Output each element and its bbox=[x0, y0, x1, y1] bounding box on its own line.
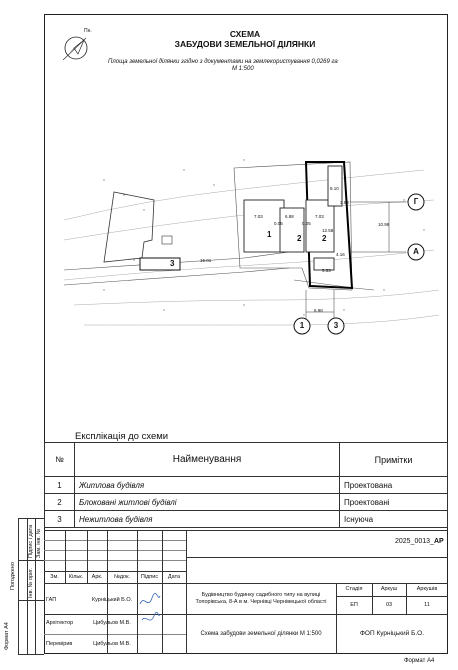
dim-label: 12.58 bbox=[322, 228, 334, 233]
doc-code bbox=[395, 538, 444, 545]
rev-header: №док. bbox=[113, 573, 131, 580]
dim-label: 4.16 bbox=[336, 252, 345, 257]
dim-label: 6.98 bbox=[314, 308, 323, 313]
dim-label: 10.98 bbox=[378, 222, 390, 227]
building-label-2b: 2 bbox=[322, 234, 327, 243]
format-label: Формат А4 bbox=[404, 658, 435, 664]
sheet-title: Схема забудови земельної ділянки М 1:500 bbox=[200, 630, 322, 637]
role-architect: Архітектор bbox=[46, 619, 74, 626]
dim-label: 0.05 bbox=[274, 221, 283, 226]
dim-label: 7.03 bbox=[254, 214, 263, 219]
header-num: № bbox=[45, 443, 75, 477]
table-header-row bbox=[45, 443, 448, 477]
dim-label: 15.01 bbox=[200, 258, 212, 263]
role-gap: ГАП bbox=[46, 596, 57, 603]
doc-code-suffix: АР bbox=[433, 538, 444, 545]
explication-caption: Експлікація до схеми bbox=[75, 431, 169, 442]
title-line-2: ЗАБУДОВИ ЗЕМЕЛЬНОЇ ДІЛЯНКИ bbox=[174, 39, 316, 49]
row-name: Житлова будівля bbox=[75, 477, 340, 494]
north-label: Пн. bbox=[84, 28, 92, 34]
axis-label-a: А bbox=[413, 247, 419, 256]
rev-header: Дата bbox=[167, 573, 181, 580]
side-label-inv: Інв. № ориг. bbox=[28, 567, 34, 598]
row-num: 1 bbox=[45, 477, 75, 494]
building-label-2a: 2 bbox=[297, 234, 302, 243]
row-note: Існуюча bbox=[340, 511, 448, 528]
header-note: Примітки bbox=[340, 443, 448, 477]
table-row bbox=[45, 511, 448, 528]
rev-header: Зм. bbox=[50, 573, 59, 580]
dim-label: 6.88 bbox=[285, 214, 294, 219]
signature-icon bbox=[138, 590, 162, 630]
table-row bbox=[45, 477, 448, 494]
side-label-agreed: Погоджено bbox=[10, 562, 16, 590]
building-label-3: 3 bbox=[170, 259, 175, 268]
doc-code-number: 2025_0013_ bbox=[395, 538, 434, 545]
sheet-label: Аркуш bbox=[380, 586, 398, 593]
row-name: Блоковані житлові будівлі bbox=[75, 494, 340, 511]
sheet-value: 03 bbox=[385, 601, 393, 608]
rev-header: Підпис bbox=[140, 573, 159, 580]
title-line-1: СХЕМА bbox=[229, 29, 261, 39]
north-arrow-icon bbox=[60, 32, 92, 64]
dim-label: 8.10 bbox=[330, 186, 339, 191]
role-checked: Перевірив bbox=[46, 640, 73, 647]
row-note: Проектовані bbox=[340, 494, 448, 511]
axis-label-3: 3 bbox=[333, 321, 339, 330]
site-plan bbox=[44, 140, 448, 340]
stage-label: Стадія bbox=[345, 586, 363, 593]
axis-label-g: Г bbox=[413, 197, 419, 206]
side-label-sign: Підпис і дата bbox=[28, 524, 34, 558]
axis-label-1: 1 bbox=[299, 321, 305, 330]
project-title: Будівництво будинку садибного типу на вулиці Топорівська, 8-А в м. Чернівці Чернівецької області bbox=[195, 592, 327, 605]
row-num: 3 bbox=[45, 511, 75, 528]
rev-header: Арк. bbox=[91, 573, 103, 580]
area-note: Площа земельної ділянки згідно з документами на землекористування 0,0269 га bbox=[108, 59, 338, 65]
building-label-1: 1 bbox=[267, 230, 272, 239]
name-architect: Цибульов М.В. bbox=[93, 619, 131, 626]
dim-label: 7.03 bbox=[315, 214, 324, 219]
explication-table bbox=[44, 442, 448, 528]
header-name: Найменування bbox=[75, 443, 340, 477]
row-num: 2 bbox=[45, 494, 75, 511]
dim-label: 0.05 bbox=[302, 221, 311, 226]
scale-note: М 1:500 bbox=[232, 66, 254, 72]
row-note: Проектована bbox=[340, 477, 448, 494]
company-name: ФОП Курніцький Б.О. bbox=[359, 630, 425, 638]
name-checked: Цибульов М.В. bbox=[93, 640, 131, 647]
drawing-title bbox=[150, 29, 340, 49]
stage-value: ЕП bbox=[350, 601, 358, 608]
table-row bbox=[45, 494, 448, 511]
side-label-replace: Зам. інв. № bbox=[36, 528, 42, 558]
sheets-label: Аркушів bbox=[416, 586, 438, 593]
sheets-value: 11 bbox=[424, 601, 430, 608]
dim-label: 3.63 bbox=[340, 200, 349, 205]
name-gap: Курніцький Б.О. bbox=[91, 596, 133, 603]
side-label-format: Формат А4 bbox=[4, 622, 10, 650]
dim-label: 5.53 bbox=[322, 268, 331, 273]
row-name: Нежитлова будівля bbox=[75, 511, 340, 528]
rev-header: Кільк. bbox=[68, 573, 84, 580]
